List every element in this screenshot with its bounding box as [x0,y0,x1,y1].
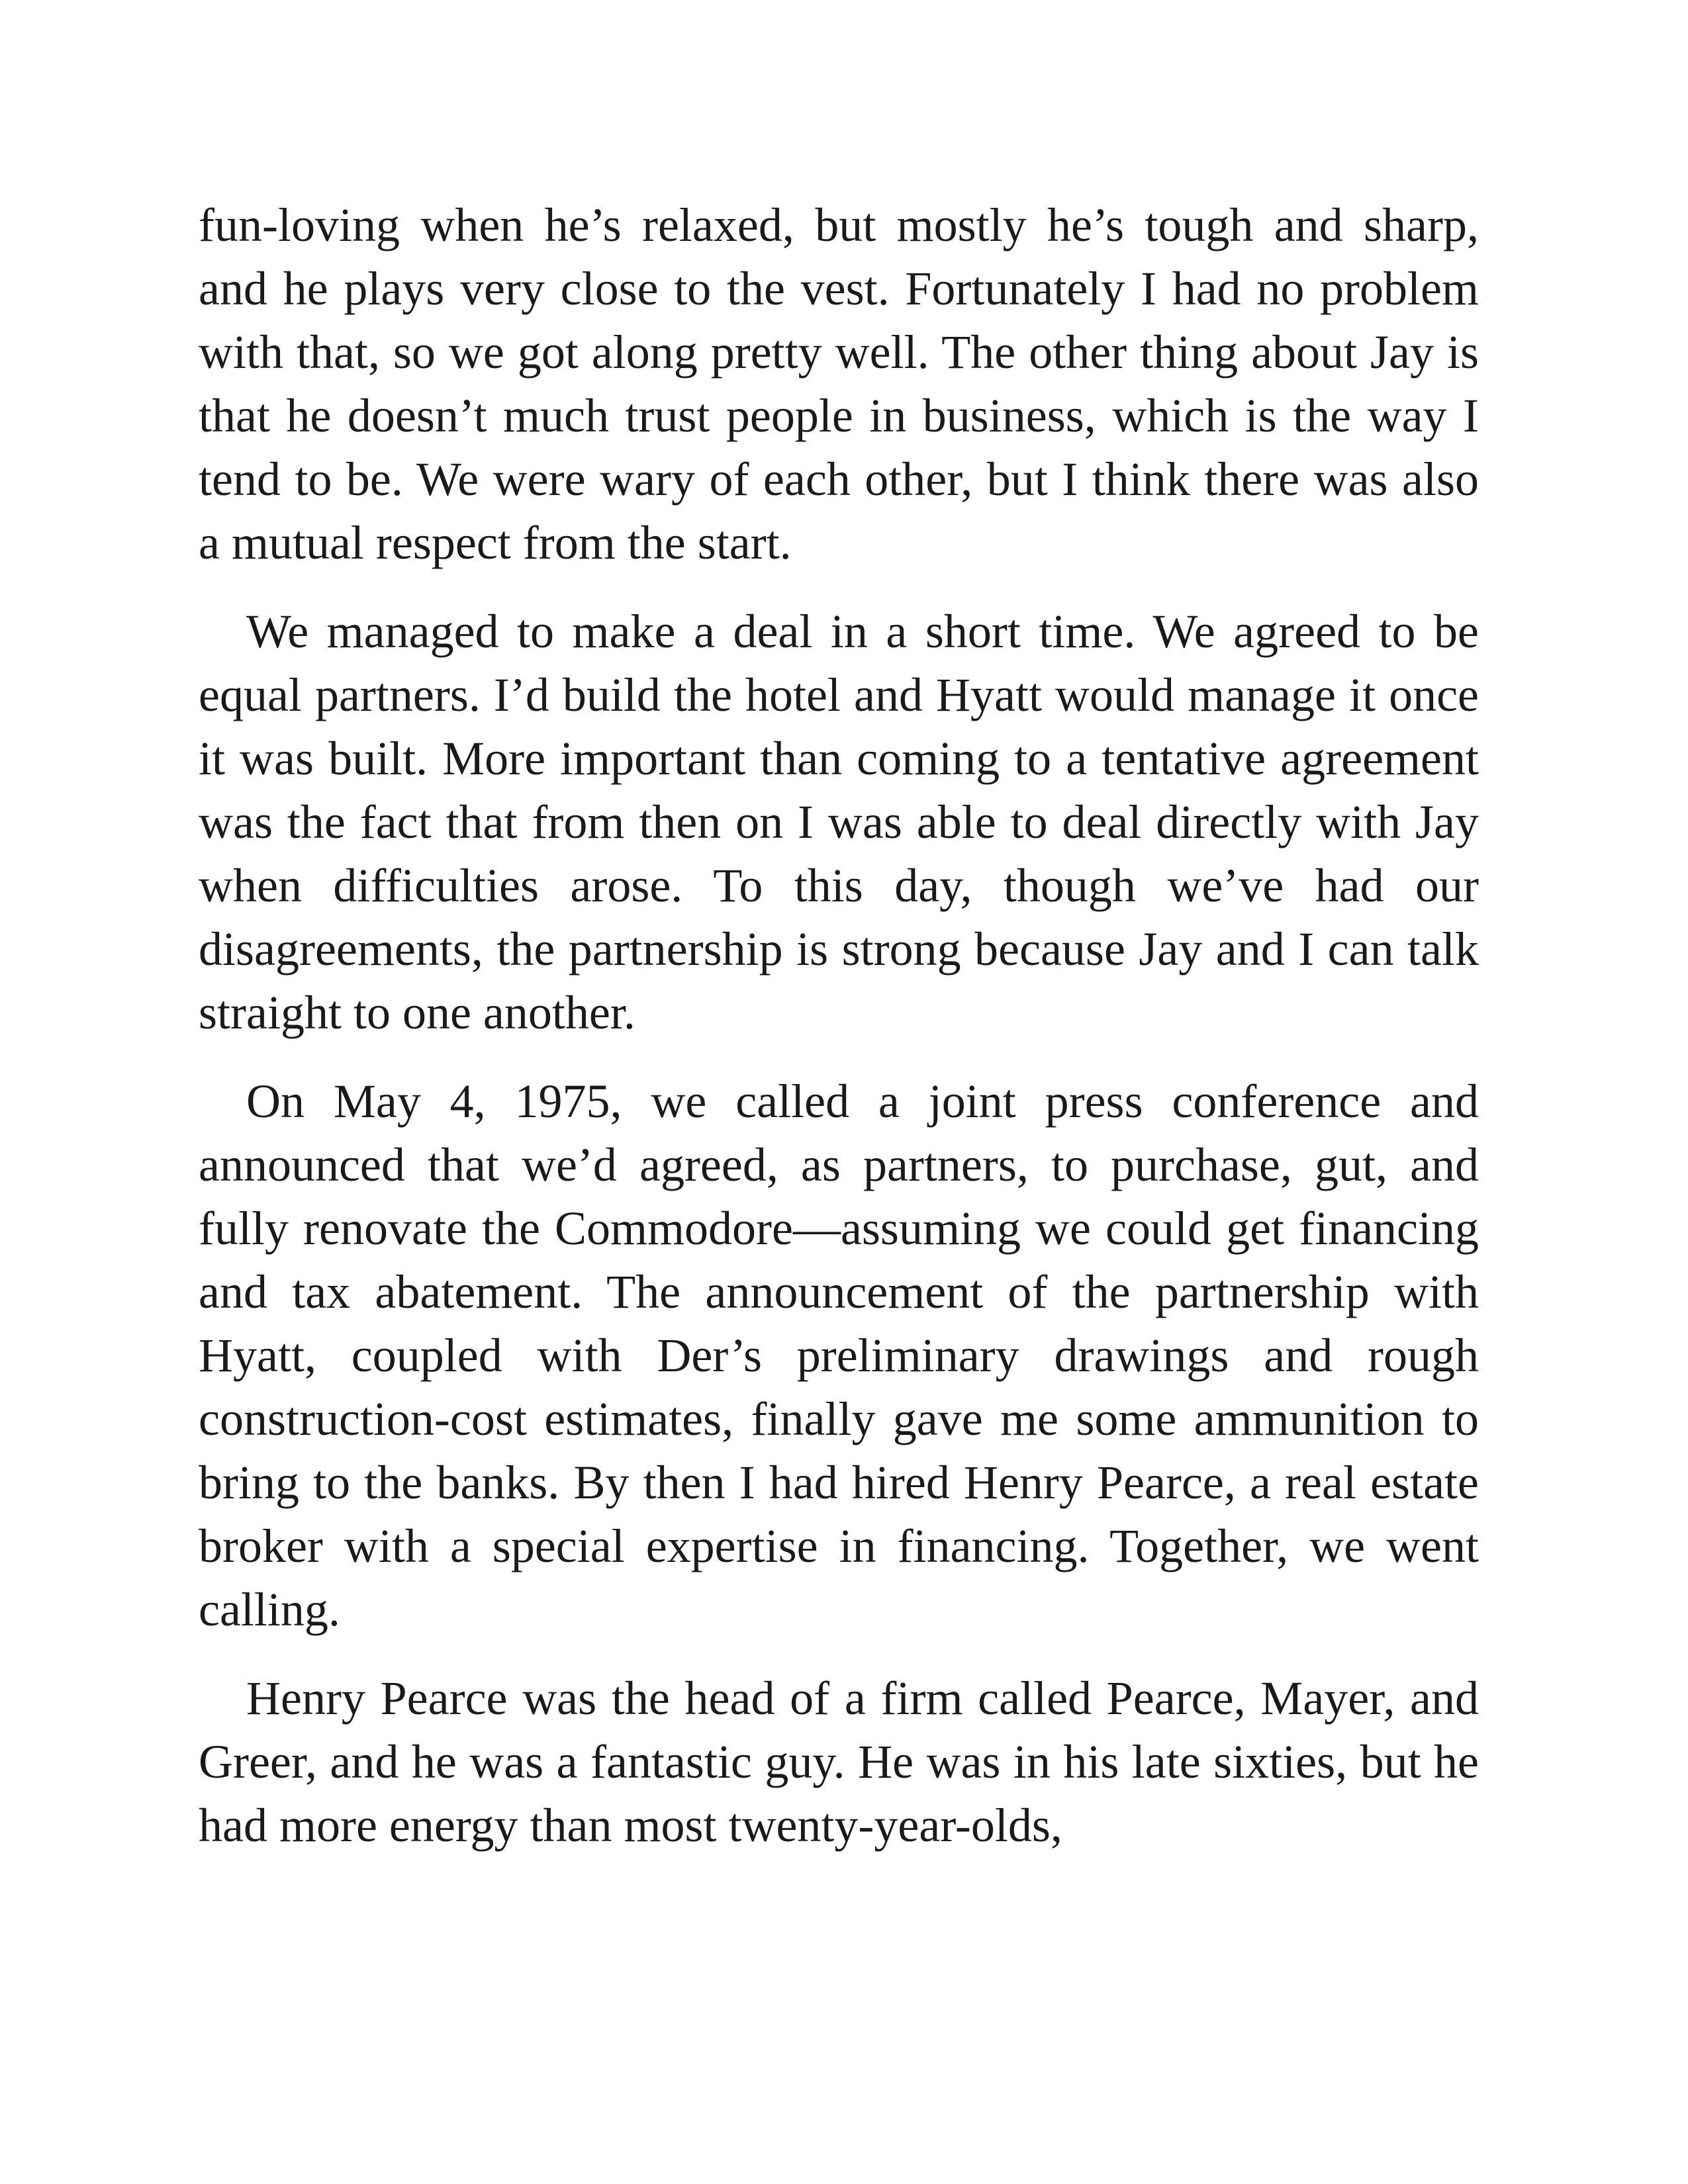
paragraph-henry-pearce: Henry Pearce was the head of a firm called Pearce, Mayer, and Greer, and he was a fantastic guy. He was in his late sixties, but he had more energy than most twenty-year-olds, [199,1672,1479,1852]
page-body-text [199,193,1479,1882]
paragraph-press-conference: On May 4, 1975, we called a joint press conference and announced that we’d agreed, as partners, to purchase, gut, and fully renovate the Commodore—assuming we could get financing and tax abatement. The announcement of the partnership with Hyatt, coupled with Der’s preliminary drawings and rough construction-cost estimates, finally gave me some ammunition to bring to the banks. By then I had hired Henry Pearce, a real estate broker with a special expertise in financing. Together, we went calling. [199,1075,1479,1636]
paragraph-deal: We managed to make a deal in a short time. We agreed to be equal partners. I’d build the hotel and Hyatt would manage it once it was built. More important than coming to a tentative agreement was the fact that from then on I was able to deal directly with Jay when difficulties arose. To this day, though we’ve had our disagreements, the partnership is strong because Jay and I can talk straight to one another. [199,605,1479,1039]
paragraph-continued: fun-loving when he’s relaxed, but mostly he’s tough and sharp, and he plays very close to the vest. Fortunately I had no problem with that, so we got along pretty well. The other thing about Jay is that he doesn’t much trust people in business, which is the way I tend to be. We were wary of each other, but I think there was also a mutual respect from the start. [199,199,1479,569]
